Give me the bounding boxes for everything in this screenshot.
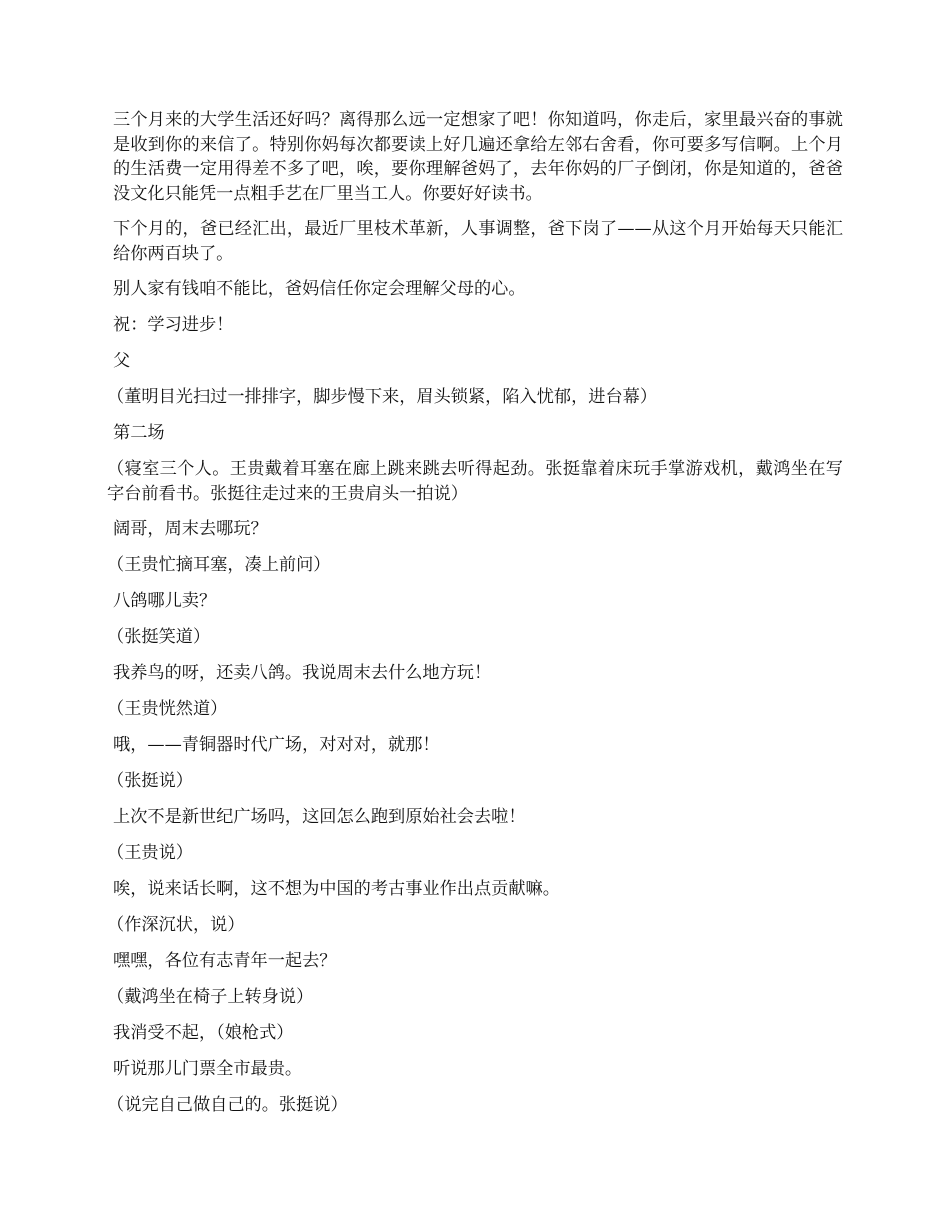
scene-heading: 第二场 — [113, 423, 165, 443]
letter-paragraph-3: 别人家有钱咱不能比，爸妈信任你定会理解父母的心。 — [113, 279, 526, 299]
dialogue-line: 上次不是新世纪广场吗，这回怎么跑到原始社会去啦！ — [113, 807, 526, 827]
letter-paragraph-1: 三个月来的大学生活还好吗？离得那么远一定想家了吧！你知道吗，你走后，家里最兴奋的事就是收到你的来信了。特别你妈每次都要读上好几遍还拿给左邻右舍看，你可要多写信啊。上个月的生活费一定用得差不多了吧，唉，要你理解爸妈了，去年你妈的厂子倒闭，你是知道的，爸爸没文化只能凭一点粗手艺在厂里当工人。你要好好读书。 — [113, 110, 843, 204]
dialogue-line: 哦，——青铜器时代广场，对对对，就那！ — [113, 735, 440, 755]
stage-direction: （张挺笑道） — [107, 627, 211, 647]
stage-direction: （说完自己做自己的。张挺说） — [107, 1095, 348, 1115]
stage-direction: （张挺说） — [107, 771, 193, 791]
letter-paragraph-2: 下个月的，爸已经汇出，最近厂里枝术革新，人事调整，爸下岗了——从这个月开始每天只能汇给你两百块了。 — [113, 219, 843, 264]
dialogue-line: 我养鸟的呀，还卖八鸽。我说周末去什么地方玩！ — [113, 663, 492, 683]
stage-direction: （王贵说） — [107, 843, 193, 863]
dialogue-line: 我消受不起，（娘枪式） — [113, 1023, 294, 1043]
document-body — [107, 108, 843, 1129]
dialogue-line: 八鸽哪儿卖？ — [113, 591, 217, 611]
stage-direction: （作深沉状，说） — [107, 915, 245, 935]
stage-direction: （董明目光扫过一排排字，脚步慢下来，眉头锁紧，陷入忧郁，进台幕） — [107, 387, 658, 407]
letter-signature: 父 — [113, 351, 131, 371]
stage-direction: （王贵忙摘耳塞，凑上前问） — [107, 555, 331, 575]
dialogue-line: 听说那儿门票全市最贵。 — [113, 1059, 303, 1079]
stage-direction: （王贵恍然道） — [107, 699, 228, 719]
stage-direction: （寝室三个人。王贵戴着耳塞在廊上跳来跳去听得起劲。张挺靠着床玩手掌游戏机，戴鸿坐在写字台前看书。张挺往走过来的王贵肩头一拍说） — [107, 459, 843, 504]
letter-closing: 祝：学习进步！ — [113, 315, 234, 335]
dialogue-line: 阔哥，周末去哪玩？ — [113, 519, 268, 539]
dialogue-line: 唉，说来话长啊，这不想为中国的考古事业作出点贡献嘛。 — [113, 879, 560, 899]
dialogue-line: 嘿嘿，各位有志青年一起去？ — [113, 951, 337, 971]
stage-direction: （戴鸿坐在椅子上转身说） — [107, 987, 314, 1007]
